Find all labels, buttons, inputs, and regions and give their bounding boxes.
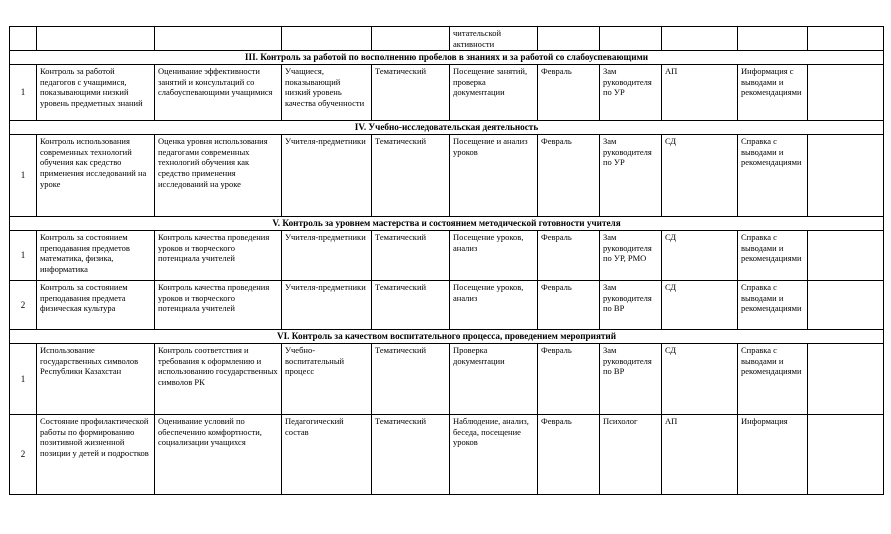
note-cell — [808, 281, 884, 330]
control-content-cell: Использование государственных символов Республики Казахстан — [37, 344, 155, 415]
control-methods-cell: Наблюдение, анализ, беседа, посещение уроков — [450, 415, 538, 495]
control-type-cell: Тематический — [372, 135, 450, 217]
control-methods-cell: Посещение уроков, анализ — [450, 281, 538, 330]
control-object-cell: Педагогический состав — [282, 415, 372, 495]
control-goal-cell: Контроль качества проведения уроков и творческого потенциала учителей — [155, 231, 282, 281]
section-title: V. Контроль за уровнем мастерства и состоянием методической готовности учителя — [10, 217, 884, 231]
responsible-cell: Зам руководителя по УР, РМО — [600, 231, 662, 281]
section-header-row — [10, 51, 884, 65]
row-number — [10, 27, 37, 51]
school-control-plan-table — [9, 26, 884, 495]
responsible-cell: Зам руководителя по ВР — [600, 281, 662, 330]
note-cell — [808, 344, 884, 415]
timeframe-cell: Февраль — [538, 65, 600, 121]
control-goal-cell: Контроль качества проведения уроков и творческого потенциала учителей — [155, 281, 282, 330]
review-venue-cell — [662, 27, 738, 51]
control-goal-cell: Оценка уровня использования педагогами современных технологий обучения как средство применения исследований на уроке — [155, 135, 282, 217]
control-content-cell: Состояние профилактической работы по формированию позитивной жизненной позиции у детей и подростков — [37, 415, 155, 495]
control-goal-cell — [155, 27, 282, 51]
table-row-partial — [10, 27, 884, 51]
note-cell — [808, 415, 884, 495]
control-methods-cell: Посещение занятий, проверка документации — [450, 65, 538, 121]
note-cell — [808, 65, 884, 121]
control-methods-cell: Посещение уроков, анализ — [450, 231, 538, 281]
review-venue-cell: СД — [662, 135, 738, 217]
responsible-cell: Зам руководителя по УР — [600, 65, 662, 121]
review-venue-cell: СД — [662, 344, 738, 415]
row-number: 2 — [10, 281, 37, 330]
review-venue-cell: АП — [662, 415, 738, 495]
output-document-cell: Справка с выводами и рекомендациями — [738, 281, 808, 330]
output-document-cell — [738, 27, 808, 51]
control-methods-cell: Посещение и анализ уроков — [450, 135, 538, 217]
section-title: IV. Учебно-исследовательская деятельность — [10, 121, 884, 135]
section-header-row — [10, 121, 884, 135]
table-row — [10, 281, 884, 330]
responsible-cell: Психолог — [600, 415, 662, 495]
control-goal-cell: Контроль соответствия и требования к оформлению и использованию государственных символов РК — [155, 344, 282, 415]
control-object-cell: Учителя-предметники — [282, 281, 372, 330]
row-number: 1 — [10, 135, 37, 217]
control-type-cell: Тематический — [372, 344, 450, 415]
output-document-cell: Справка с выводами и рекомендациями — [738, 231, 808, 281]
note-cell — [808, 135, 884, 217]
table-row — [10, 231, 884, 281]
control-type-cell — [372, 27, 450, 51]
control-object-cell: Учебно-воспитательный процесс — [282, 344, 372, 415]
note-cell — [808, 27, 884, 51]
table-row — [10, 65, 884, 121]
output-document-cell: Справка с выводами и рекомендациями — [738, 344, 808, 415]
control-content-cell: Контроль использования современных технологий обучения как средство применения исследований на уроке — [37, 135, 155, 217]
section-title: VI. Контроль за качеством воспитательного процесса, проведением мероприятий — [10, 330, 884, 344]
control-goal-cell: Оценивание условий по обеспечению комфортности, социализации учащихся — [155, 415, 282, 495]
timeframe-cell: Февраль — [538, 415, 600, 495]
responsible-cell: Зам руководителя по УР — [600, 135, 662, 217]
control-object-cell — [282, 27, 372, 51]
control-type-cell: Тематический — [372, 65, 450, 121]
row-number: 1 — [10, 344, 37, 415]
row-number: 2 — [10, 415, 37, 495]
timeframe-cell: Февраль — [538, 231, 600, 281]
review-venue-cell: АП — [662, 65, 738, 121]
table-row — [10, 135, 884, 217]
control-object-cell: Учителя-предметники — [282, 231, 372, 281]
row-number: 1 — [10, 65, 37, 121]
review-venue-cell: СД — [662, 231, 738, 281]
timeframe-cell: Февраль — [538, 281, 600, 330]
control-content-cell — [37, 27, 155, 51]
table-row — [10, 415, 884, 495]
responsible-cell: Зам руководителя по ВР — [600, 344, 662, 415]
section-header-row — [10, 217, 884, 231]
output-document-cell: Информация с выводами и рекомендациями — [738, 65, 808, 121]
control-methods-cell: Проверка документации — [450, 344, 538, 415]
control-goal-cell: Оценивание эффективности занятий и консультаций со слабоуспевающими учащимися — [155, 65, 282, 121]
timeframe-cell: Февраль — [538, 344, 600, 415]
note-cell — [808, 231, 884, 281]
section-header-row — [10, 330, 884, 344]
responsible-cell — [600, 27, 662, 51]
section-title: III. Контроль за работой по восполнению пробелов в знаниях и за работой со слабоуспевающими — [10, 51, 884, 65]
control-type-cell: Тематический — [372, 281, 450, 330]
control-object-cell: Учителя-предметники — [282, 135, 372, 217]
timeframe-cell — [538, 27, 600, 51]
table-row — [10, 344, 884, 415]
review-venue-cell: СД — [662, 281, 738, 330]
timeframe-cell: Февраль — [538, 135, 600, 217]
output-document-cell: Справка с выводами и рекомендациями — [738, 135, 808, 217]
control-methods-cell: читательской активности — [450, 27, 538, 51]
row-number: 1 — [10, 231, 37, 281]
output-document-cell: Информация — [738, 415, 808, 495]
control-content-cell: Контроль за состоянием преподавания предметов математика, физика, информатика — [37, 231, 155, 281]
control-type-cell: Тематический — [372, 415, 450, 495]
control-content-cell: Контроль за состоянием преподавания предмета физическая культура — [37, 281, 155, 330]
control-content-cell: Контроль за работой педагогов с учащимися, показывающими низкий уровень предметных знаний — [37, 65, 155, 121]
control-object-cell: Учащиеся, показывающий низкий уровень качества обученности — [282, 65, 372, 121]
control-type-cell: Тематический — [372, 231, 450, 281]
